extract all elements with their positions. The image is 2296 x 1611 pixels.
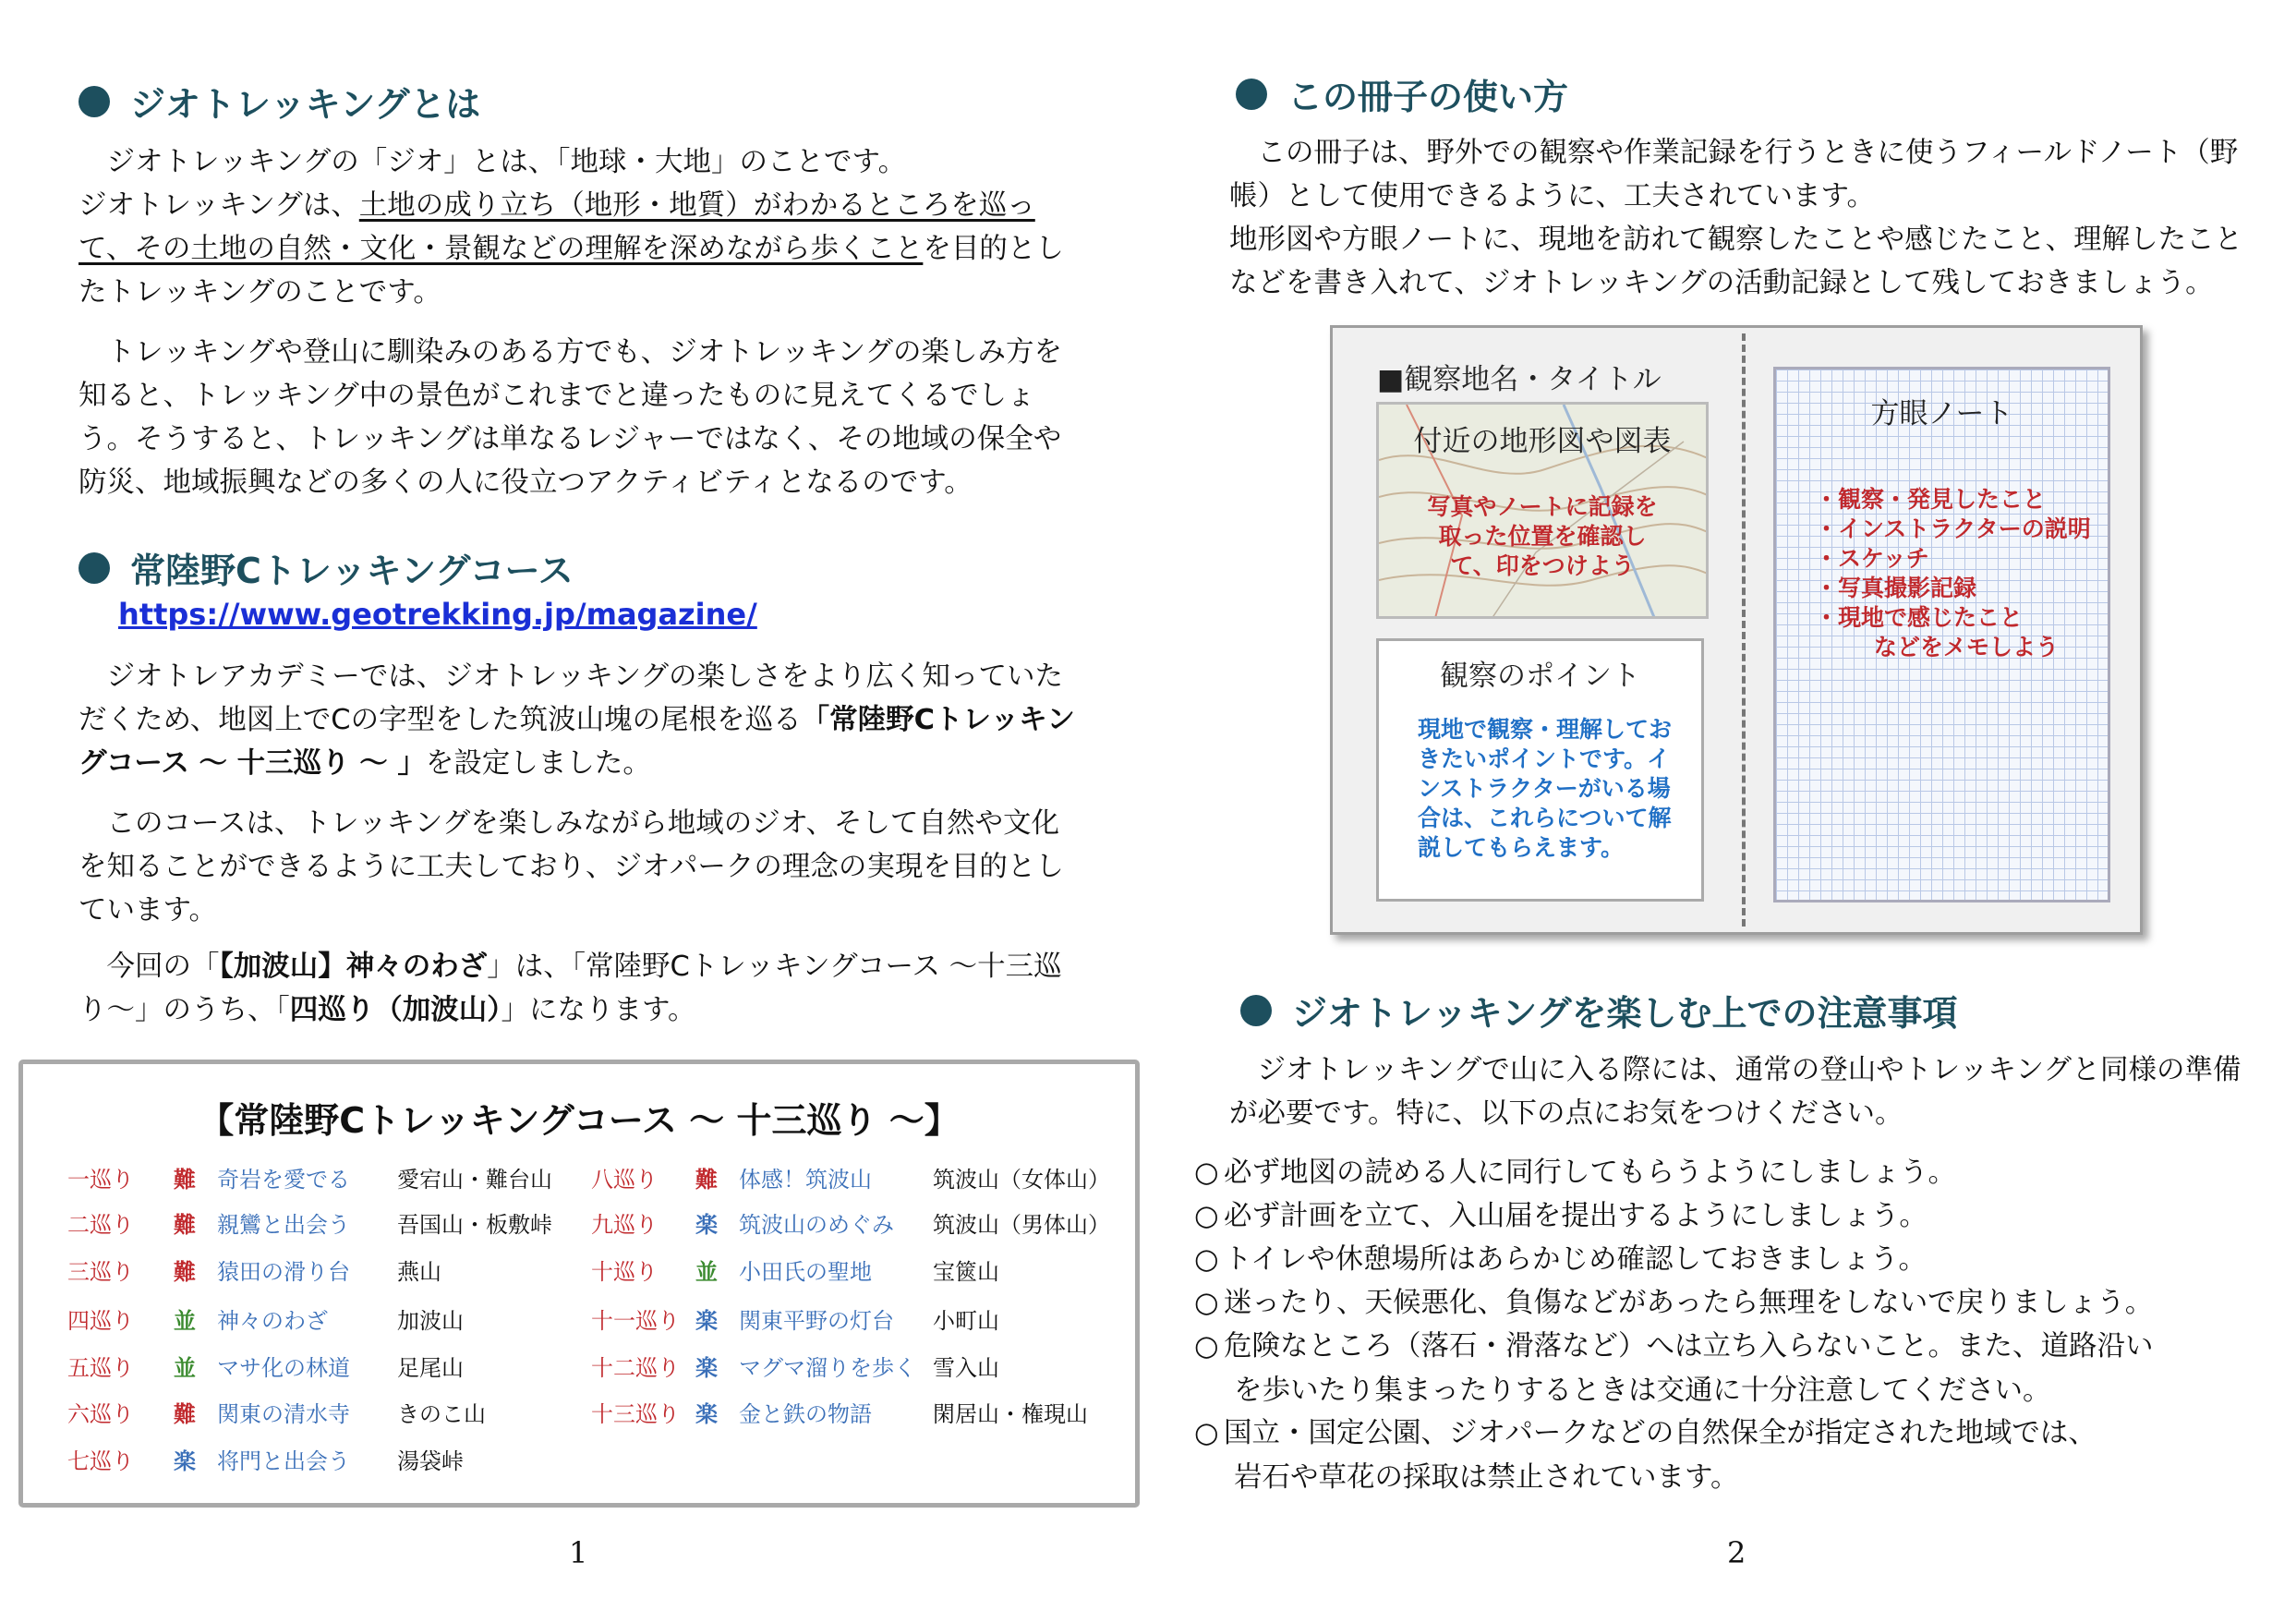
grid-item: ・観察・発見したこと (1815, 486, 2047, 513)
academy-text-a: ジオトレアカデミーでは、ジオトレッキングの楽しさをより広く知っていただくため、地図上でCの字型をした筑波山塊の尾根を巡る (79, 660, 1063, 736)
map-note-line-1: 写真やノートに記録を (1427, 493, 1658, 520)
course-number: 七巡り (67, 1448, 134, 1474)
grid-item: ・現地で感じたこと (1815, 604, 2024, 631)
course-theme: 将門と出会う (217, 1448, 350, 1474)
page-number-2: 2 (1727, 1535, 1746, 1570)
course-row (23, 1206, 1135, 1238)
heading-text: ジオトレッキングとは (130, 84, 481, 125)
page-number-1: 1 (569, 1535, 588, 1570)
course-theme: 体感！筑波山 (739, 1167, 872, 1193)
course-theme: 奇岩を愛でる (217, 1167, 350, 1193)
course-number: 十三巡り (591, 1401, 680, 1427)
booklet-paragraph (1229, 131, 2264, 305)
academy-course-name: 「常陸野Cトレッキングコース ～ 十三巡り ～ 」 (79, 704, 1075, 780)
section-heading-cautions (1240, 985, 1957, 1036)
course-theme: 小田氏の聖地 (739, 1259, 872, 1285)
point-panel-note: 現地で観察・理解しておきたいポイントです。インストラクターがいる場合は、これらについて解説してもらえます。 (1418, 716, 1673, 861)
course-table-title: 【常陸野Cトレッキングコース ～ 十三巡り ～】 (199, 1100, 960, 1141)
map-panel-title: 付近の地形図や図表 (1413, 425, 1672, 458)
course-mountain: 小町山 (933, 1308, 999, 1334)
section-heading-booklet (1236, 68, 1568, 119)
point-panel-title: 観察のポイント (1440, 660, 1640, 693)
course-difficulty: 難 (174, 1401, 196, 1427)
course-theme: 関東平野の灯台 (739, 1308, 894, 1334)
caution-text: 国立・国定公園、ジオパークなどの自然保全が指定された地域では、 (1224, 1417, 2097, 1449)
current-paragraph (79, 945, 1081, 1032)
grid-item-tail: などをメモしよう (1874, 634, 2060, 660)
heading-text: この冊子の使い方 (1287, 77, 1569, 117)
course-number: 六巡り (67, 1401, 134, 1427)
map-note-line-3: て、印をつけよう (1450, 552, 1635, 579)
grid-note-panel (1773, 367, 2110, 902)
course-number: 五巡り (67, 1355, 134, 1381)
caution-item (1194, 1238, 1927, 1281)
caution-6-continuation: 岩石や草花の採取は禁止されています。 (1234, 1461, 1739, 1494)
course-mountain: 筑波山（女体山） (933, 1167, 1110, 1193)
intro-line-1: ジオトレッキングの「ジオ」とは、「地球・大地」のことです。 (106, 146, 907, 178)
section-heading-geotrekking (79, 76, 480, 127)
caution-item (1194, 1194, 1927, 1238)
second-paragraph (79, 331, 1081, 504)
caution-text: 危険なところ（落石・滑落など）へは立ち入らないこと。また、道路沿い (1224, 1330, 2154, 1363)
course-difficulty: 並 (695, 1259, 718, 1285)
course-number: 十一巡り (591, 1308, 680, 1334)
heading-text: 常陸野Cトレッキングコース (130, 551, 574, 591)
current-bold-d: 四巡り（加波山） (289, 994, 501, 1026)
course-theme: 金と鉄の物語 (739, 1401, 872, 1427)
current-text-a: 今回の「 (106, 951, 220, 983)
booklet-text-2: 地形図や方眼ノートに、現地を訪れて観察したことや感じたこと、理解したことなどを書き入れて、ジオトレッキングの活動記録として残しておきましょう。 (1229, 224, 2243, 299)
second-paragraph-text: トレッキングや登山に馴染みのある方でも、ジオトレッキングの楽しみ方を知ると、トレッキング中の景色がこれまでと違ったものに見えてくるでしょう。そうすると、トレッキングは単なるレジャーではなく、その地域の保全や防災、地域振興などの多くの人に役立つアクティビティとなるのです。 (79, 336, 1063, 499)
observation-point-panel (1376, 638, 1704, 902)
caution-text: トイレや休憩場所はあらかじめ確認しておきましょう。 (1224, 1243, 1927, 1276)
course-number: 十巡り (591, 1259, 658, 1285)
bullet-dot-icon (1240, 995, 1272, 1026)
grid-item: ・写真撮影記録 (1815, 575, 1977, 601)
diagram-divider (1742, 333, 1746, 927)
course-row (23, 1254, 1135, 1285)
course-difficulty: 楽 (695, 1212, 718, 1238)
course-row (23, 1302, 1135, 1334)
course-mountain: 加波山 (397, 1308, 464, 1334)
section-heading-course (79, 542, 574, 593)
course-row (23, 1396, 1135, 1427)
course-row (23, 1350, 1135, 1381)
course-theme: 親鸞と出会う (217, 1212, 350, 1238)
circle-bullet-icon: ○ (1194, 1243, 1219, 1276)
course-difficulty: 難 (174, 1259, 196, 1285)
course-mountain: 燕山 (397, 1259, 441, 1285)
course-row (23, 1443, 1135, 1474)
course-theme: マサ化の林道 (217, 1355, 350, 1381)
caution-text: 迷ったり、天候悪化、負傷などがあったら無理をしないで戻りましょう。 (1224, 1287, 2154, 1319)
course-mountain: 雪入山 (933, 1355, 999, 1381)
course-mountain: 宝篋山 (933, 1259, 999, 1285)
course-paragraph-text: このコースは、トレッキングを楽しみながら地域のジオ、そして自然や文化を知ることができるように工夫しており、ジオパークの理念の実現を目的としています。 (79, 807, 1064, 927)
course-mountain: きのこ山 (397, 1401, 486, 1427)
course-mountain: 吾国山・板敷峠 (397, 1212, 552, 1238)
caution-item (1194, 1281, 2153, 1325)
course-number: 四巡り (67, 1308, 134, 1334)
circle-bullet-icon: ○ (1194, 1287, 1219, 1319)
course-mountain: 筑波山（男体山） (933, 1212, 1110, 1238)
course-difficulty: 並 (174, 1308, 196, 1334)
heading-text: ジオトレッキングを楽しむ上での注意事項 (1292, 993, 1958, 1034)
booklet-text-1: この冊子は、野外での観察や作業記録を行うときに使うフィールドノート（野帳）として使用できるように、工夫されています。 (1229, 137, 2239, 212)
cautions-intro-text: ジオトレッキングで山に入る際には、通常の登山やトレッキングと同様の準備が必要です。特に、以下の点にお気をつけください。 (1229, 1054, 2242, 1130)
grid-panel-title: 方眼ノート (1870, 397, 2013, 430)
cautions-intro (1229, 1048, 2264, 1135)
course-difficulty: 楽 (695, 1355, 718, 1381)
academy-paragraph (79, 655, 1081, 785)
caution-text: 必ず地図の読める人に同行してもらうようにしましょう。 (1224, 1157, 1957, 1189)
map-note-line-2: 取った位置を確認し (1438, 523, 1647, 550)
course-number: 八巡り (591, 1167, 658, 1193)
course-paragraph (79, 802, 1081, 932)
intro-paragraph (79, 140, 1081, 314)
caution-text: 必ず計画を立て、入山届を提出するようにしましょう。 (1224, 1200, 1927, 1232)
caution-5-continuation: を歩いたり集まったりするときは交通に十分注意してください。 (1234, 1375, 2051, 1407)
course-difficulty: 楽 (695, 1308, 718, 1334)
course-theme: 関東の清水寺 (217, 1401, 350, 1427)
course-theme: マグマ溜りを歩く (739, 1355, 916, 1381)
course-row (23, 1161, 1135, 1193)
course-table-box (18, 1060, 1140, 1508)
circle-bullet-icon: ○ (1194, 1200, 1219, 1232)
course-difficulty: 楽 (174, 1448, 196, 1474)
course-mountain: 閑居山・権現山 (933, 1401, 1088, 1427)
course-mountain: 愛宕山・難台山 (397, 1167, 552, 1193)
intro-text-a: ジオトレッキングは、 (79, 189, 359, 222)
grid-item: ・インストラクターの説明 (1815, 515, 2091, 542)
current-text-c: 」は、「常陸野Cトレッキングコース ～十三巡り～」のうち、「 (79, 951, 1062, 1026)
caution-item (1194, 1151, 1956, 1194)
course-theme: 猿田の滑り台 (217, 1259, 350, 1285)
field-note-diagram (1330, 325, 2143, 935)
course-number: 九巡り (591, 1212, 658, 1238)
bullet-dot-icon (1236, 79, 1267, 110)
course-difficulty: 楽 (695, 1401, 718, 1427)
current-bold-b: 【加波山】神々のわざ (219, 951, 488, 983)
bullet-dot-icon (79, 86, 110, 117)
map-panel (1376, 402, 1709, 619)
grid-item: ・スケッチ (1815, 545, 1929, 572)
diagram-title: ■観察地名・タイトル (1377, 363, 1662, 396)
course-theme: 筑波山のめぐみ (739, 1212, 894, 1238)
course-difficulty: 難 (174, 1167, 196, 1193)
caution-item (1194, 1411, 2097, 1455)
course-difficulty: 難 (695, 1167, 718, 1193)
course-mountain: 足尾山 (397, 1355, 464, 1381)
intro-text-b: を目的としたトレッキングのことです。 (79, 233, 1064, 309)
course-number: 二巡り (67, 1212, 134, 1238)
grid-panel-list (1815, 485, 2091, 662)
course-mountain: 湯袋峠 (397, 1448, 464, 1474)
page-2 (1148, 0, 2296, 1611)
circle-bullet-icon: ○ (1194, 1157, 1219, 1189)
course-number: 三巡り (67, 1259, 134, 1285)
magazine-link[interactable]: https://www.geotrekking.jp/magazine/ (118, 597, 757, 632)
course-difficulty: 難 (174, 1212, 196, 1238)
course-difficulty: 並 (174, 1355, 196, 1381)
caution-item (1194, 1325, 2154, 1368)
bullet-dot-icon (79, 552, 110, 584)
magazine-link-wrap (118, 597, 757, 632)
circle-bullet-icon: ○ (1194, 1417, 1219, 1449)
map-panel-note (1379, 492, 1706, 581)
course-number: 一巡り (67, 1167, 134, 1193)
academy-text-c: を設定しました。 (425, 747, 651, 780)
course-theme: 神々のわざ (217, 1308, 328, 1334)
circle-bullet-icon: ○ (1194, 1330, 1219, 1363)
intro-underlined: 土地の成り立ち（地形・地質）がわかるところを巡って、その土地の自然・文化・景観などの理解を深めながら歩くこと (79, 189, 1035, 265)
course-number: 十二巡り (591, 1355, 680, 1381)
current-text-e: 」になります。 (501, 994, 696, 1026)
